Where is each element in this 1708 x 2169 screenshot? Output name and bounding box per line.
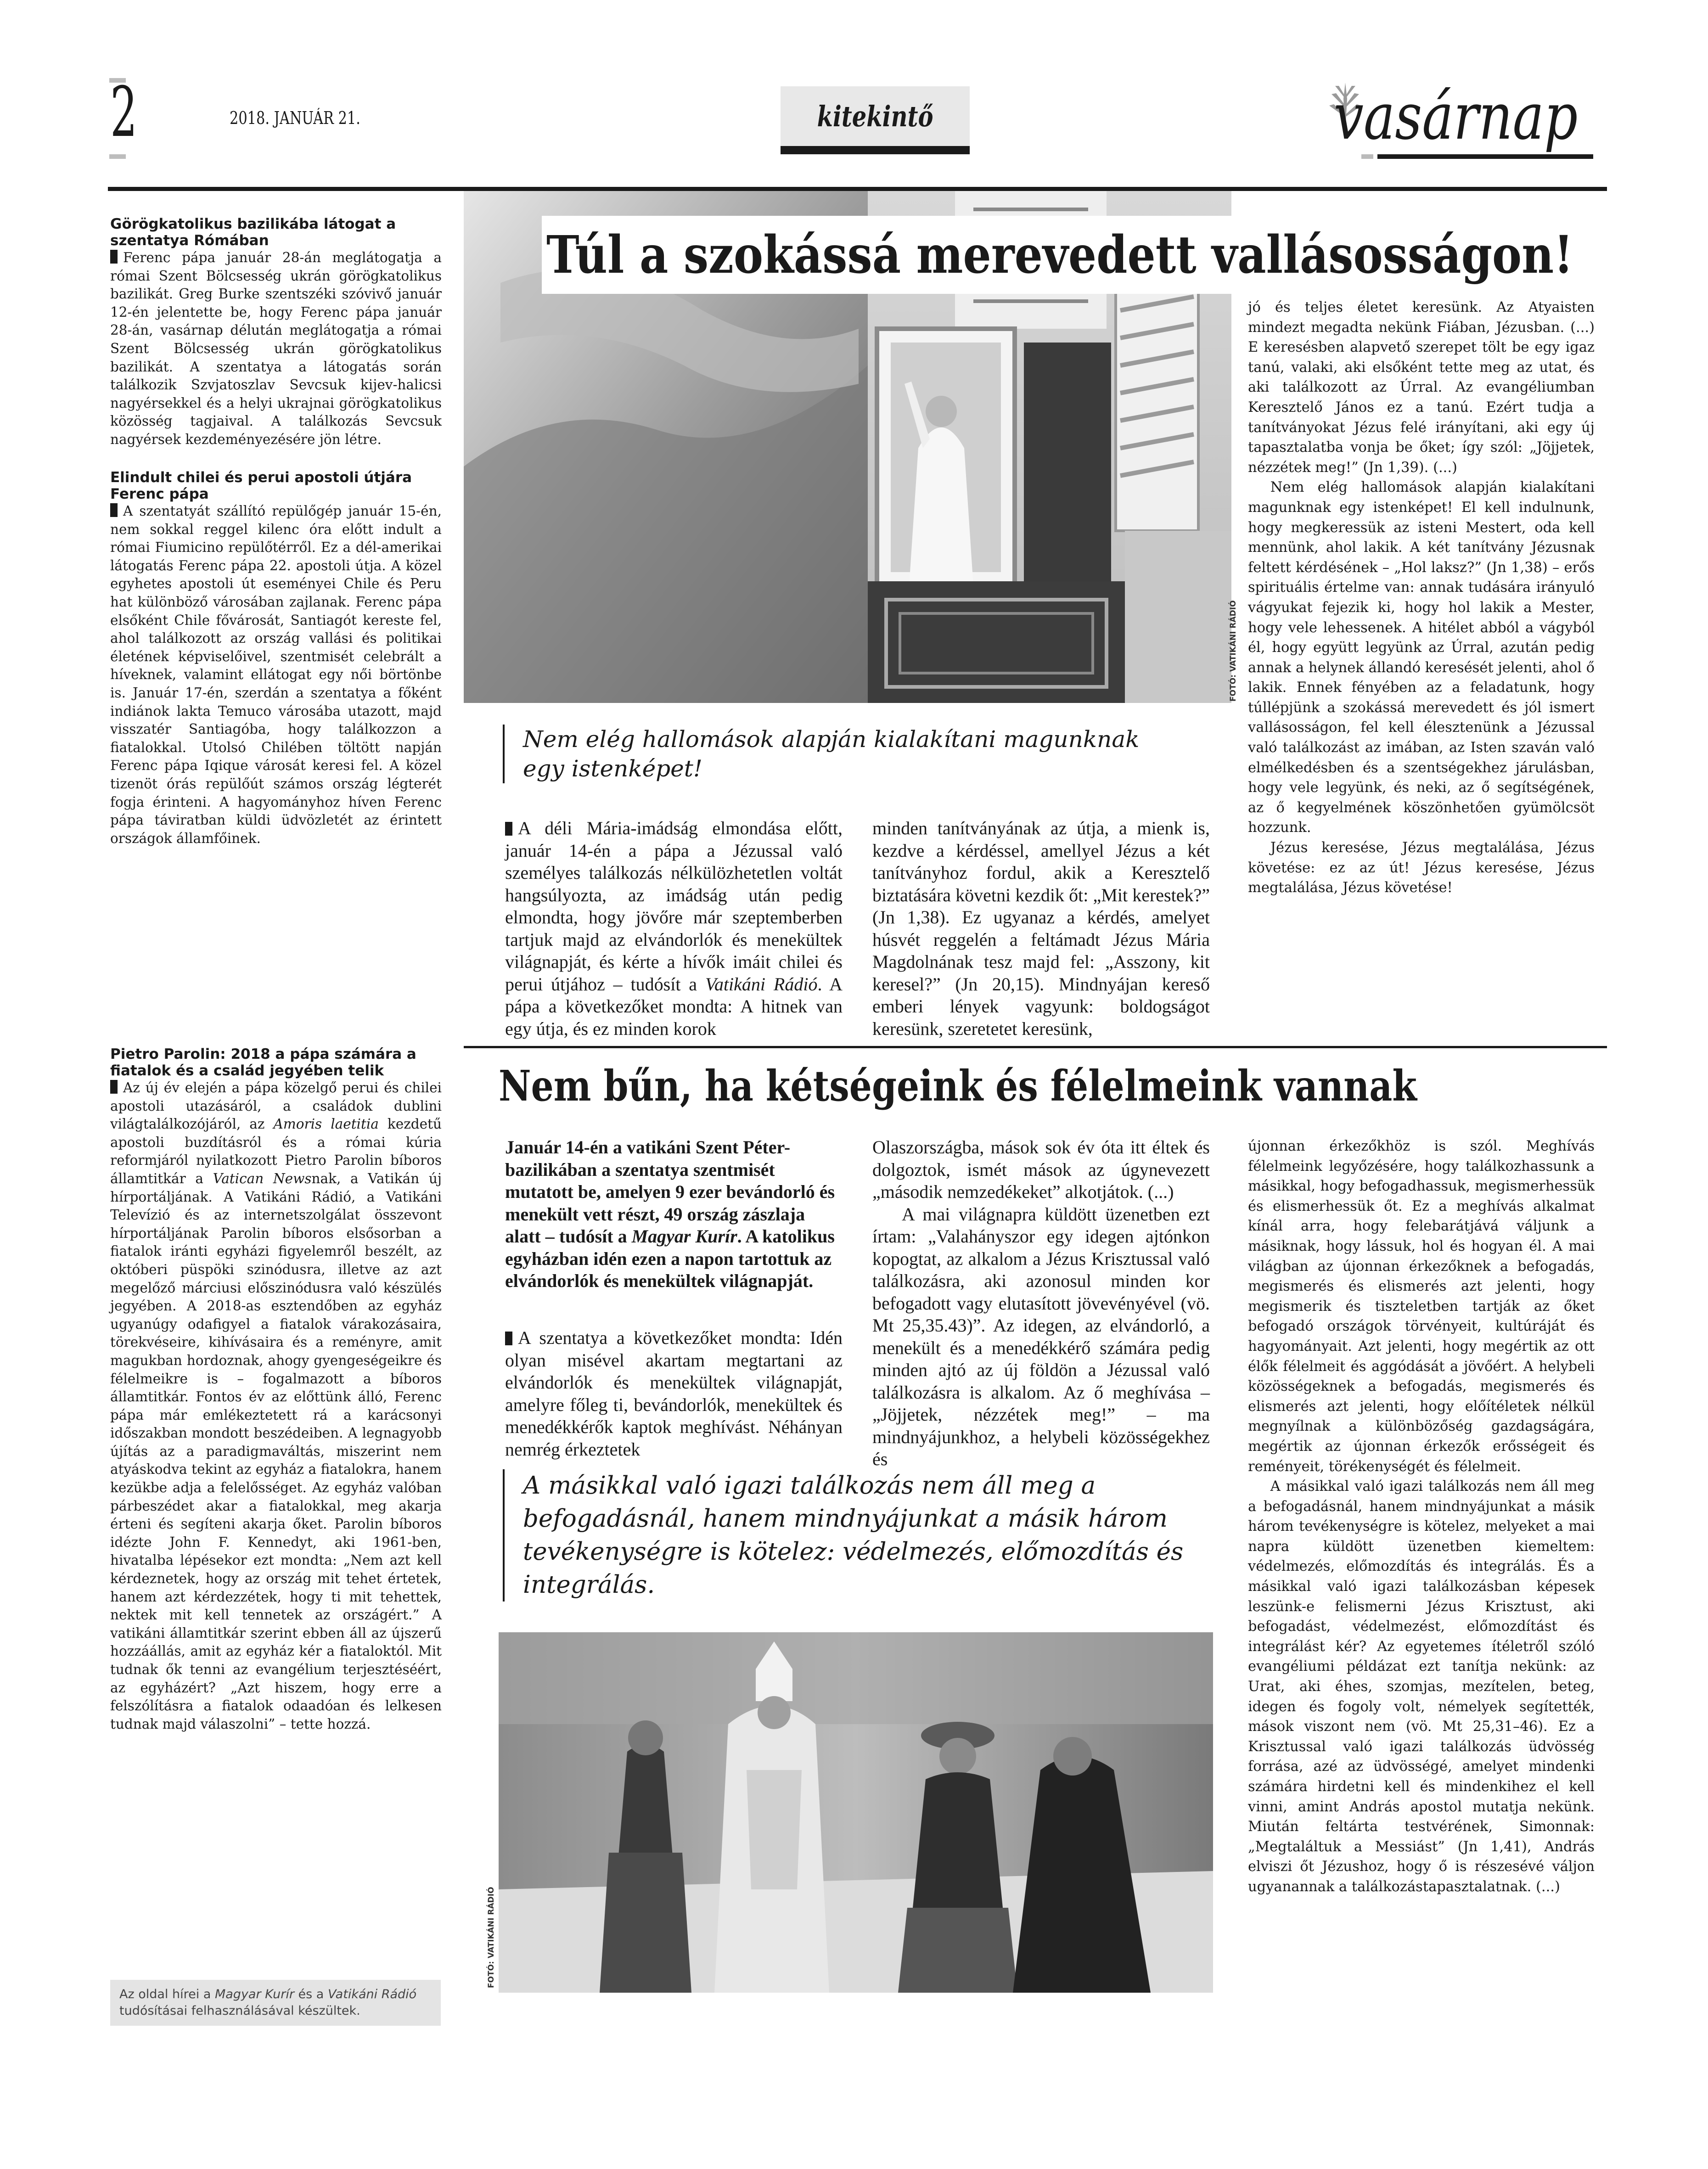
page-number: 2	[110, 73, 138, 152]
sources-text: tudósításai felhasználásával készültek.	[119, 2004, 360, 2018]
pull-quote: Nem elég hallomások alapján kialakítani magunknak egy istenképet!	[503, 725, 1175, 783]
newspaper-logo: vasárnap	[1334, 79, 1578, 154]
paragraph-marker	[505, 1332, 512, 1345]
issue-date: 2018. JANUÁR 21.	[230, 108, 360, 128]
article-text: . A pápa a következőket mondta: A hitnek van egy útja, és ez minden korok	[505, 973, 843, 1039]
article-text: minden tanítványának az útja, a mienk is, kezdve a kérdéssel, amellyel Jézus a két tanítványhoz fordul, akik a Keresztelő biztatására követni kezdik őt: „Mit kerestek?” (Jn 1,38). Ez ugyanaz a kérdés, amelyet húsvét reggelén a feltámadt Jézus Mária Magdolnának tesz majd fel: „Asszony, kit keresel?” (Jn 20,15). Mindnyájan kereső emberi lények vagyunk: boldogságot keresünk, szeretetet keresünk,	[872, 818, 1210, 1039]
sources-text: Magyar Kurír	[214, 1987, 294, 2001]
paragraph-marker	[110, 1080, 118, 1094]
news-body: nak, a Vatikán új hírportáljának. A Vatikáni Rádió, a Vatikáni Televízió és az internetszolgálat összevont hírportáljának Parolin bíboros elsősorban a fiatalok iránti egyházi figyelemről beszélt, az októberi püspöki szinódusra, illetve az azt megelőző márciusi előszinódusra való készülés jegyében. A 2018-as esztendőben az egyház ugyanúgy odafigyel a fiatalok várakozásaira, törekvéseire, kihívásaira és a reményre, amit magukban hordoznak, ahogy gyengeségeikre és félelmeikre is – fogalmazott a bíboros államtitkár. Fontos év az előttünk álló, Ferenc pápa már emlékeztetett rá a karácsonyi időszakban mondott beszédeiben. A legnagyobb újítás az a paradigmaváltás, miszerint nem atyáskodva tekint az egyház a fiatalokra, hanem kezükbe adja a felelősséget. Az egyház valóban párbeszédet akar a fiatalokkal, meg akarja érteni és segíteni akarja őket. Parolin bíboros idézte John F. Kennedyt, aki 1961-ben, hivatalba lépésekor ezt mondta: „Nem azt kell kérdeznetek, hogy az ország mit tehet értetek, hanem azt kérdezzétek, hogy ti mit tehettek, nektek mit kell tennetek az országért.” A vatikáni államtitkár szerint ebben áll az újszerű hozzáállás, amit az egyház kér a fiataloktól. Mit tudnak ők tenni az evangélium terjesztéséért, az egyházért? „Azt hiszem, hogy erre a felszólításra a fiatalok odaadóan és lelkesen tudnak majd válaszolni” – tette hozzá.	[110, 1170, 442, 1732]
article-column	[872, 1136, 1210, 1469]
article-text: Olaszországba, mások sok év óta itt éltek és dolgoztok, ismét mások az úgynevezett „második nemzedékeket” alkotjátok. (...)	[872, 1137, 1210, 1202]
news-title: Görögkatolikus bazilikába látogat a szentatya Rómában	[110, 216, 396, 249]
header-divider	[108, 187, 1607, 191]
article-text: újonnan érkezőkhöz is szól. Meghívás félelmeink legyőzésére, hogy találkozhassunk a másikkal, hogy befogadhassuk, megismerhessük és elismerhessük őt. Ez a meghívás alkalmat kínál arra, hogy felebarátjává váljunk a másiknak, hogy lássuk, hol és hogyan él. A mai világban az újonnan érkezőknek a befogadás, megismerés és elismerés azt jelenti, hogy megismerik és tiszteletben tartják az őket befogadó országok törvényeit, kultúráját és hagyományait. Azt jelenti, hogy megértik az ott élők félelmeit és aggódását a jövőért. A helybeli közösségeknek a befogadás, megismerés és elismerés azt jelenti, hogy előítéletek nélkül megnyílnak a különbözőség gazdagságára, megértik az újonnan érkezők erősségeit és reményeit, törékenységét és félelmeit.	[1248, 1138, 1595, 1475]
article-column	[1248, 298, 1595, 1044]
news-body-italic: Amoris laetitia	[273, 1116, 379, 1132]
article-lead	[505, 1136, 836, 1302]
article-column	[505, 1327, 843, 1460]
page-number-bar	[109, 154, 126, 159]
section-label: kitekintő	[817, 99, 933, 133]
news-item	[110, 469, 442, 848]
photo-credit: FOTÓ: VATIKÁNI RÁDIÓ	[487, 1887, 496, 1988]
logo-underline	[1377, 154, 1593, 159]
news-body: A szentatyát szállító repülőgép január 15-én, nem sokkal reggel kilenc óra előtt indult a római Fiumicino repülőtérről. Ez a dél-amerikai látogatás Ferenc pápa 22. apostoli útja. A közel egyhetes apostoli út eseményei Chile és Peru hat különböző városában zajlanak. Ferenc pápa elsőként Chile fővárosát, Santiagót kereste fel, ahol találkozott az ország vallási és politikai életének képviselőivel, szentmisét celebrált a híveknek, valamint ellátogat egy női börtönbe is. Január 17-én, szerdán a szentatya a főként indiánok lakta Temuco városába utazott, majd visszatér Santiagóba, hogy találkozzon a fiatalokkal. Utolsó Chilében töltött napján Ferenc pápa Iqique városát keresi fel. A közel tizenöt órás repülőút számos ország légterét fogja érinteni. A hagyományhoz híven Ferenc pápa táviratban küldi üdvözletét az érintett országok államfőinek.	[110, 503, 442, 846]
photo-pope-with-migrants	[499, 1632, 1213, 1993]
article-text: jó és teljes életet keresünk. Az Atyaisten mindezt megadta nekünk Fiában, Jézusban. (...) E keresésben alapvető szerepet tölt be egy igaz tanú, valaki, aki elsőként tette meg az utat, és aki találkozott az Úrral. Az evangéliumban Keresztelő János ez a tanú. Ezért tudja a tanítványokat Jézus felé irányítani, aki egy új tapasztalatba vonja be őket; így szól: „Jöjjetek, nézzétek meg!” (Jn 1,39). (...)	[1248, 299, 1595, 476]
article-headline: Túl a szokássá merevedett vallásosságon!	[546, 225, 1573, 285]
news-body: Ferenc pápa január 28-án meglátogatja a római Szent Bölcsesség ukrán görögkatolikus bazilikát. Greg Burke szentszéki szóvivő január 12-én jelentette be, hogy Ferenc pápa január 28-án, vasárnap délután meglátogatja a római Szent Bölcsesség ukrán görögkatolikus bazilikát. A szentatya a látogatás során találkozik Szvjatoszlav Sevcsuk kijev-halicsi nagyérsekkel és a helyi ukrajnai görögkatolikus közösség tagjaival. A találkozás Sevcsuk nagyérsek kezdeményezésére jön létre.	[110, 250, 442, 447]
paragraph-marker	[505, 822, 512, 836]
lead-text-italic: Magyar Kurír	[631, 1226, 737, 1247]
article-text: Jézus keresése, Jézus megtalálása, Jézus követése: ez az út! Jézus keresése, Jézus megtalálása, Jézus követése!	[1248, 840, 1595, 896]
article-divider	[464, 1046, 1607, 1048]
article-text: A másikkal való igazi találkozás nem áll meg a befogadásnál, hanem mindnyájunkat a másik három tevékenységre is kötelez, melyeket a mai napra küldött üzenetben kiemeltem: védelmezés, előmozdítás és integrálás. És a másikkal való igazi találkozásban képesek leszünk-e felismerni Jézus Krisztust, aki befogadást, védelmezést, előmozdítást és integrálást kér? Az egyetemes ítéletről szóló evangéliumi példázat ezt tanítja nekünk: az Urat, aki éhes, szomjas, mezítelen, beteg, idegen és fogoly volt, némelyek segítették, mások viszont nem (vö. Mt 25,31–46). Ez a Krisztussal való igazi találkozás üdvösség forrása, azé az üdvösségé, amelyet mindenki számára hirdetni kell és mindenkihez el kell vinni, amint András apostol mutatja nekünk. Miután feltárta testvérének, Simonnak: „Megtaláltuk a Messiást” (Jn 1,41), András elviszi őt Jézushoz, hogy ő is részesévé váljon ugyanannak a találkozástapasztalatnak. (...)	[1248, 1478, 1595, 1895]
article-text: A mai világnapra küldött üzenetben ezt írtam: „Valahányszor egy idegen ajtónkon kopogtat, az alkalom a Jézus Krisztussal való találkozásra, aki azonosul minden kor befogadott vagy elutasított jövevényével (vö. Mt 25,35.43)”. Az idegen, az elvándorló, a menekült és a menedékkérő számára pedig minden ajtó az új földön a Jézussal való találkozásra is alkalom. Az ő meghívása – „Jöjjetek, nézzétek meg!” – ma mindnyájunkhoz, a helybeli közösségekhez és	[872, 1203, 1210, 1469]
paragraph-marker	[110, 503, 118, 517]
section-tag	[781, 86, 970, 154]
paragraph-marker	[110, 250, 118, 264]
lead-text: . A katolikus egyházban idén ezen a napon tartottuk az elvándorlók és menekültek világnapját.	[505, 1226, 835, 1291]
sources-text: Az oldal hírei a	[119, 1987, 215, 2001]
photo-credit: FOTÓ: VATIKÁNI RÁDIÓ	[1229, 600, 1238, 702]
sources-text: és a	[294, 1987, 328, 2001]
news-item	[110, 1046, 442, 1733]
news-body: kezdetű apostoli buzdításról és a római kúria reformjáról nyilatkozott Pietro Parolin bíboros államtitkár a	[110, 1116, 442, 1186]
article-text: Nem elég hallomások alapján kialakítani magunknak egy istenképet! El kell indulnunk, hogy megkeressük az isteni Mestert, oda kell mennünk, ahol lakik. A két tanítvány Jézusnak feltett kérdésének – „Hol laksz?” (Jn 1,38) – erős spirituális értelme van: annak tudására irányuló vágyukat fejezik ki, hogy hol lakik a Mester, hogy vele lehessenek. A hitélet abból a vágyból él, hogy együtt legyünk az Úrral, azután pedig annak a helynek állandó keresését jelenti, ahol ő lakik. Ennek fényében az a feladatunk, hogy túllépjünk a szokássá merevedett és jól ismert vallásosságon, fel kell élesztenünk a Jézussal való találkozást az imában, az Isten szaván való elmélkedésben és a szentségekhez járulásban, hogy vele legyünk, és neki, az ő segítségének, az ő kegyelmének köszönhetően gyümölcsöt hozzunk.	[1248, 479, 1595, 836]
sources-note	[110, 1980, 441, 2026]
news-title: Elindult chilei és perui apostoli útjára Ferenc pápa	[110, 469, 412, 502]
article-column	[505, 817, 843, 1039]
lead-text: Január 14-én a vatikáni Szent Péter-bazilikában a szentatya szentmisét mutatott be, amelyen 9 ezer bevándorló és menekült vett részt, 49 ország zászlaja alatt – tudósít a	[505, 1137, 835, 1247]
article-column	[1248, 1136, 1595, 2000]
news-body-italic: Vatican News	[213, 1170, 312, 1186]
logo-underline-accent	[1361, 154, 1373, 159]
news-body: Az új év elején a pápa közelgő perui és chilei apostoli utazásáról, a családok dublini világtalálkozójáról, az	[110, 1080, 442, 1132]
news-title: Pietro Parolin: 2018 a pápa számára a fiatalok és a család jegyében telik	[110, 1046, 416, 1079]
article-text-italic: Vatikáni Rádió	[705, 973, 818, 995]
article-text: A szentatya a következőket mondta: Idén olyan misével akartam megtartani az elvándorlók és menekültek világnapját, amelyre főleg ti, bevándorlók, menekültek és menedékkérők kaptok meghívást. Néhányan nemrég érkeztetek	[505, 1327, 843, 1460]
article-text: A déli Mária-imádság elmondása előtt, január 14-én a pápa a Jézussal való személyes találkozás nélkülözhetetlen voltát hangsúlyozta, az imádság után pedig elmondta, hogy jövőre már szeptemberben tartjuk majd az elvándorlók és menekültek világnapját, és kérte a hívők imáit chilei és perui útjához – tudósít a	[505, 818, 843, 995]
article-headline: Nem bűn, ha kétségeink és félelmeink vannak	[499, 1061, 1417, 1111]
sources-text: Vatikáni Rádió	[327, 1987, 417, 2001]
news-item	[110, 216, 442, 449]
pull-quote: A másikkal való igazi találkozás nem áll meg a befogadásnál, hanem mindnyájunkat a másik három tevékenységre is kötelez: védelmezés, előmozdítás és integrálás.	[503, 1469, 1212, 1601]
article-column	[872, 817, 1210, 1039]
